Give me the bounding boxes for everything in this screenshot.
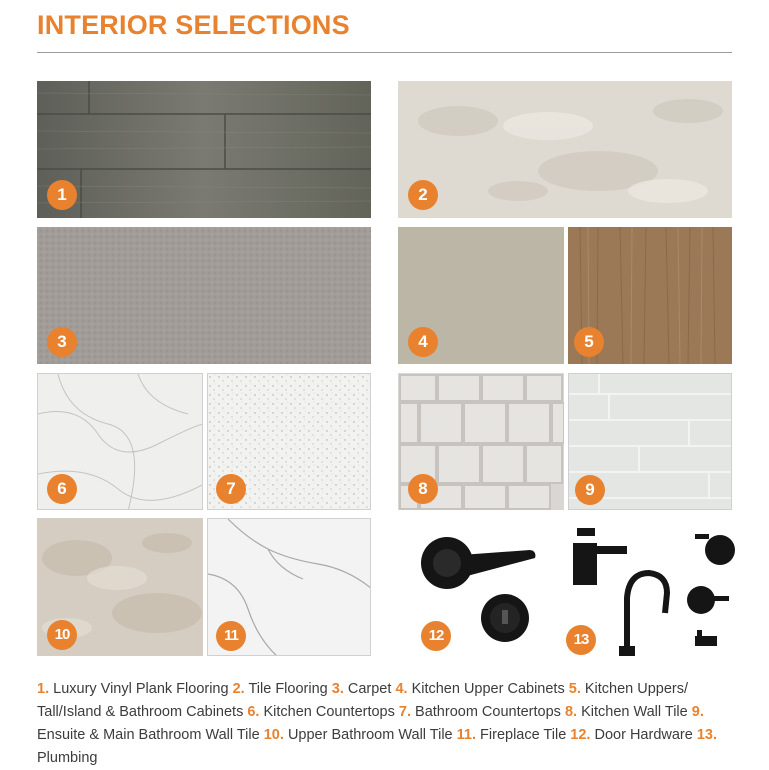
legend-label: Upper Bathroom Wall Tile: [287, 727, 453, 743]
swatch-kitchen-upper-cabinets: [398, 227, 564, 364]
legend-label: Door Hardware: [594, 727, 693, 743]
shower-valve-icon: [687, 586, 729, 614]
legend-number: 4.: [395, 681, 408, 697]
legend-number: 6.: [247, 704, 260, 720]
legend-label: Kitchen Wall Tile: [581, 704, 688, 720]
swatch-vinyl-plank: [37, 81, 371, 218]
swatch-number-badge: 3: [47, 327, 77, 357]
legend-number: 3.: [331, 681, 344, 697]
swatch-wood-cabinets: [568, 227, 732, 364]
swatch-number-badge: 7: [216, 474, 246, 504]
legend-label: Carpet: [347, 681, 392, 697]
swatch-number-badge: 4: [408, 327, 438, 357]
legend-label: Kitchen Countertops: [263, 704, 395, 720]
swatch-number-badge: 6: [47, 474, 77, 504]
swatch-number-badge: 5: [574, 327, 604, 357]
swatch-number-badge: 8: [408, 474, 438, 504]
selections-legend: [37, 678, 737, 770]
swatch-upper-bathroom-wall-tile: [37, 518, 203, 656]
legend-label: Kitchen Upper Cabinets: [411, 681, 565, 697]
legend-label: Tile Flooring: [248, 681, 328, 697]
swatch-number-badge: 11: [216, 621, 246, 651]
swatch-bathroom-wall-tile: [568, 373, 732, 510]
vinyl-plank-texture: [37, 81, 371, 218]
swatch-kitchen-countertops: [37, 373, 203, 510]
swatch-number-badge: 9: [575, 475, 605, 505]
legend-label: Ensuite & Main Bathroom Wall Tile: [37, 727, 260, 743]
faucet-icon: [573, 528, 627, 585]
title-divider: [37, 52, 732, 53]
swatch-fireplace-tile: [207, 518, 371, 656]
legend-number: 7.: [398, 704, 411, 720]
legend-number: 2.: [232, 681, 245, 697]
swatch-kitchen-wall-tile: [398, 373, 564, 510]
legend-label: Kitchen Uppers/ Tall/Island & Bathroom Cabinets: [37, 681, 689, 720]
swatch-tile-flooring: [398, 81, 732, 218]
kitchen-faucet-icon: [627, 573, 667, 656]
swatch-number-badge: 1: [47, 180, 77, 210]
hardware-group: [405, 518, 745, 668]
legend-label: Luxury Vinyl Plank Flooring: [53, 681, 229, 697]
swatch-bathroom-countertops: [207, 373, 371, 510]
legend-label: Bathroom Countertops: [415, 704, 561, 720]
tub-spout-icon: [695, 630, 717, 646]
hardware-number-badge: 12: [421, 621, 451, 651]
legend-label: Plumbing: [37, 750, 98, 766]
plumbing-number-badge: 13: [566, 625, 596, 655]
legend-number: 8.: [564, 704, 578, 720]
legend-number: 5.: [568, 681, 581, 697]
page-title: INTERIOR SELECTIONS: [37, 10, 350, 40]
tile-flooring-texture: [398, 81, 732, 218]
legend-number: 1.: [37, 681, 50, 697]
legend-label: Fireplace Tile: [480, 727, 567, 743]
legend-number: 11.: [456, 727, 476, 743]
swatch-carpet: [37, 227, 371, 364]
legend-number: 9.: [691, 704, 704, 720]
door-lever-icon: [421, 537, 535, 589]
shower-head-icon: [695, 534, 735, 565]
swatch-number-badge: 2: [408, 180, 438, 210]
swatch-number-badge: 10: [47, 620, 77, 650]
legend-number: 10.: [263, 727, 284, 743]
carpet-texture: [37, 227, 371, 364]
legend-number: 12.: [570, 727, 591, 743]
legend-number: 13.: [696, 727, 718, 743]
deadbolt-icon: [481, 594, 529, 642]
